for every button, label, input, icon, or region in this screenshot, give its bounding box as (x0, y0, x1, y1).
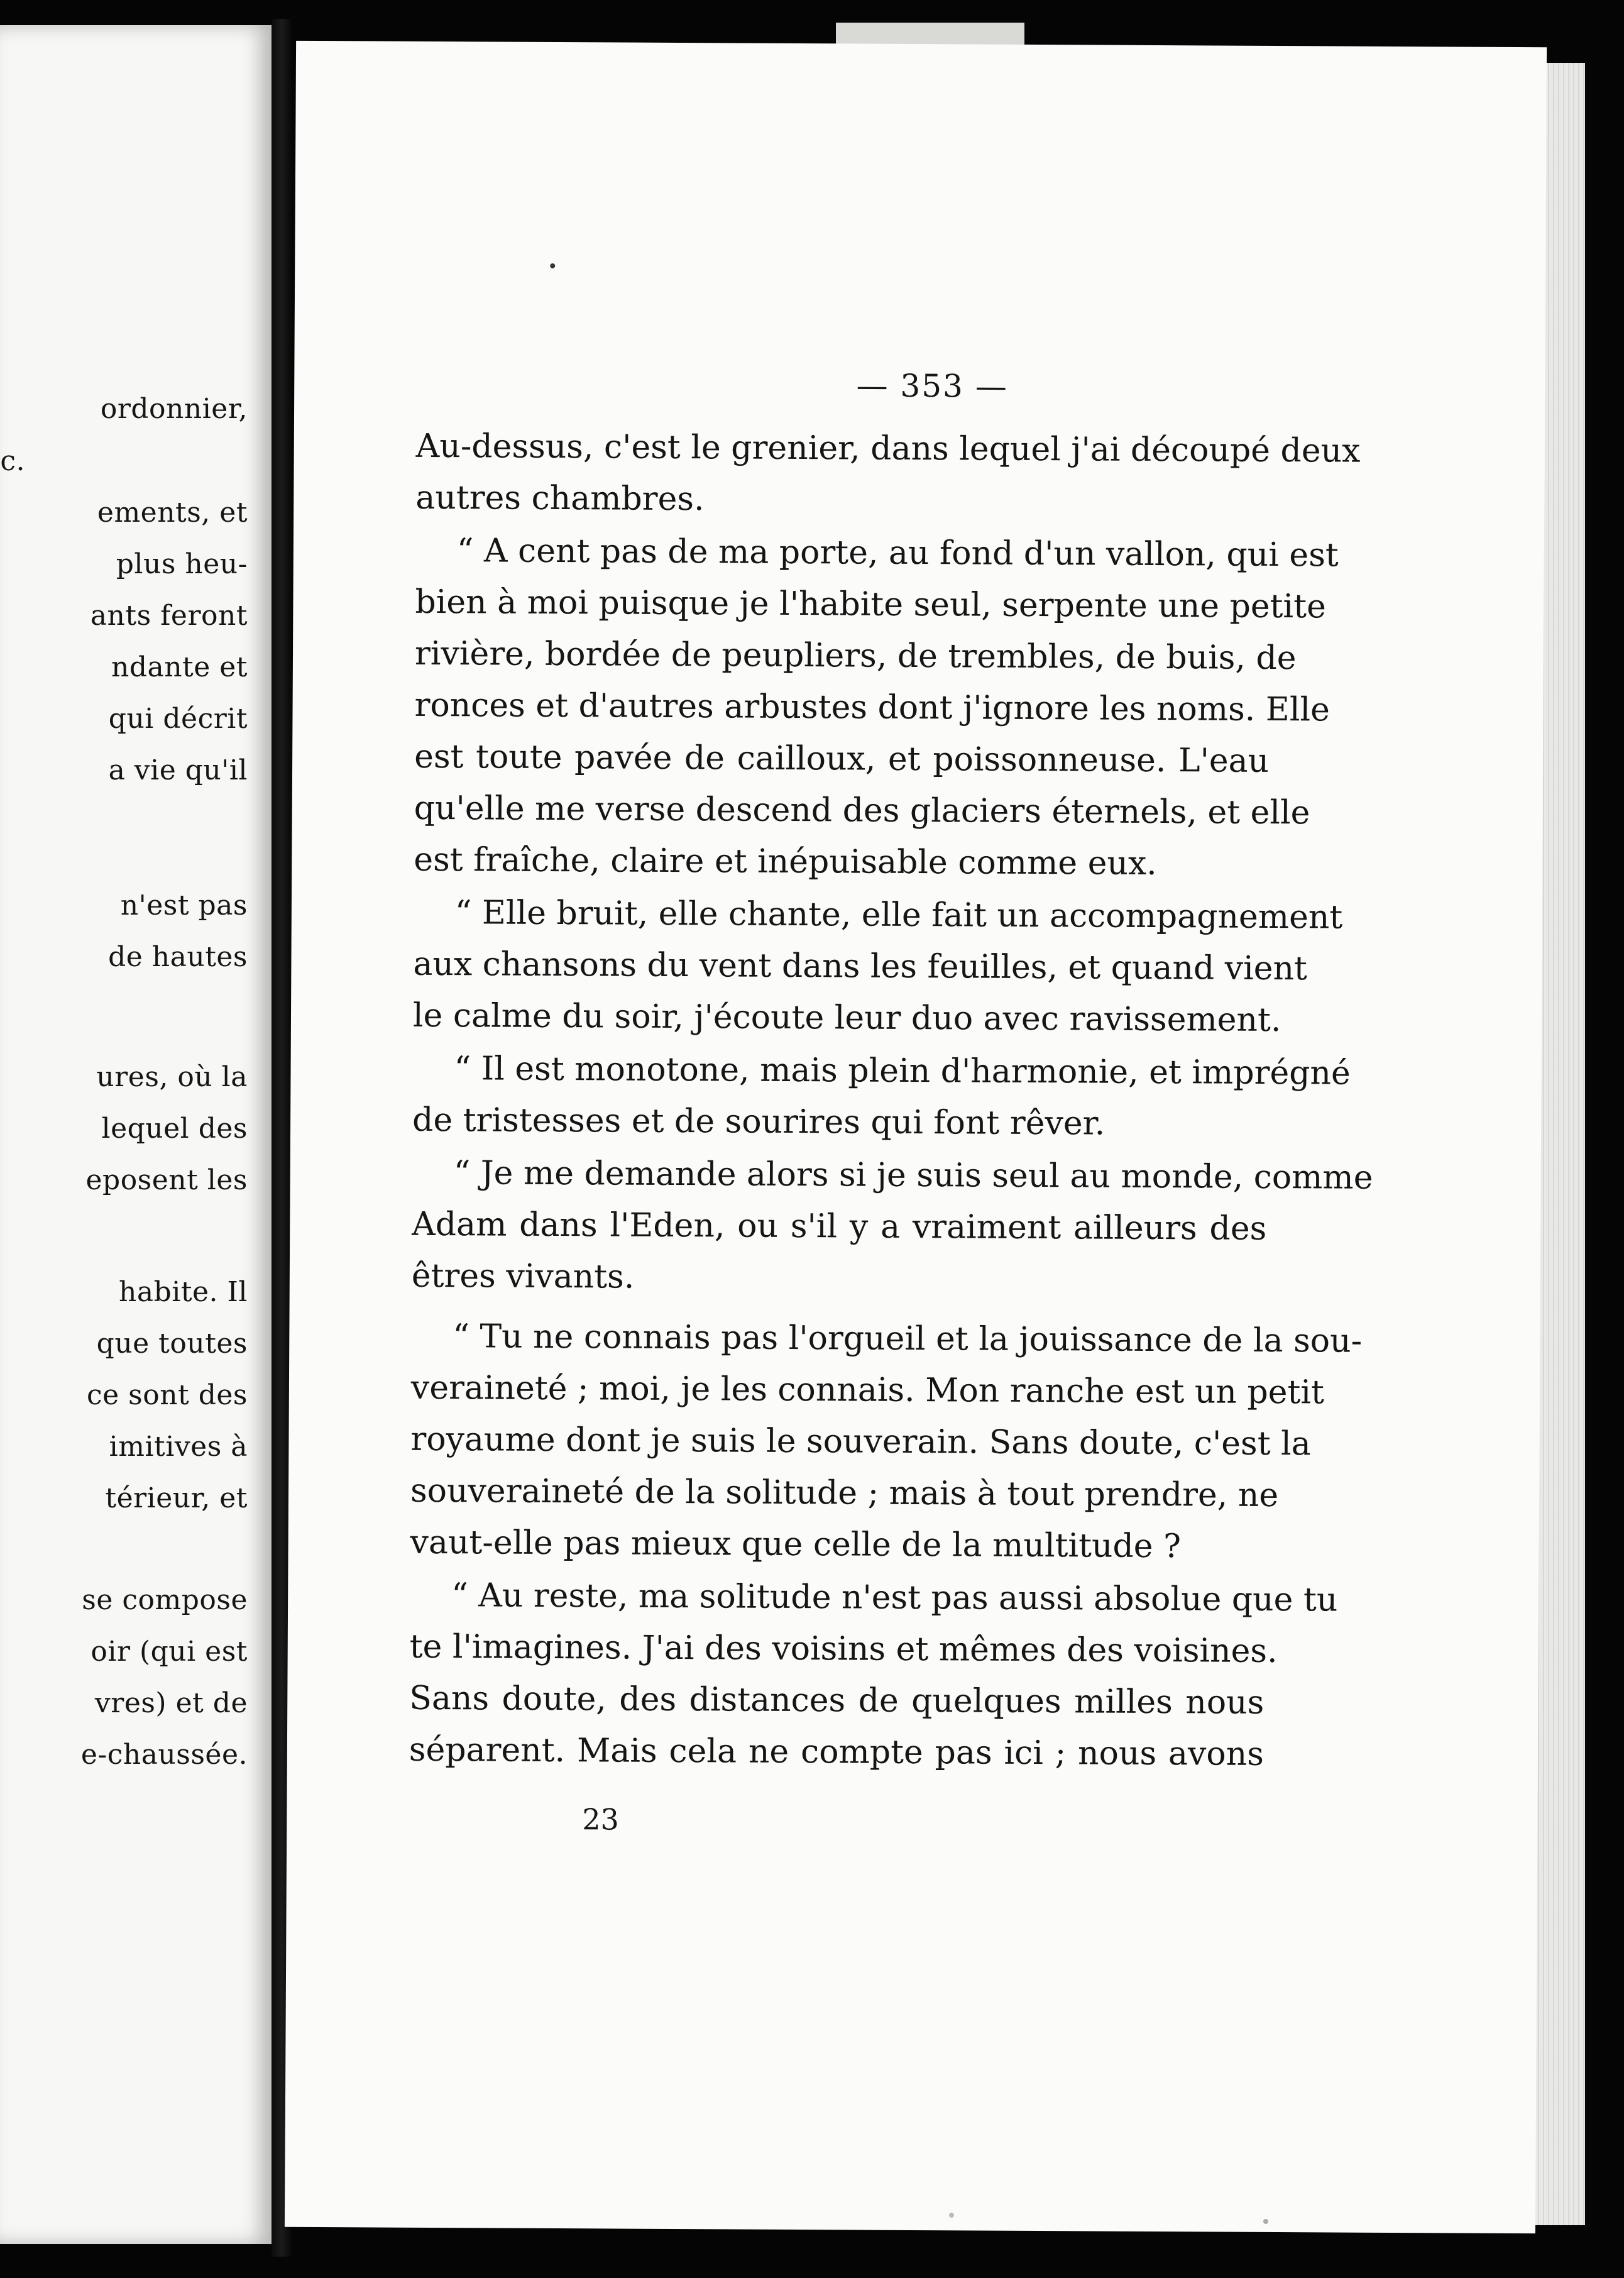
facing-page-left (0, 25, 272, 2244)
dust-speck (949, 2213, 954, 2218)
text-line: le calme du soir, j'écoute leur duo avec ravissement. (412, 996, 1281, 1040)
text-line: Au-dessus, c'est le grenier, dans lequel j'ai découpé deux (415, 427, 1361, 470)
text-line: est toute pavée de cailloux, et poissonneuse. L'eau (414, 737, 1270, 780)
left-page-line: lequel des (101, 1113, 248, 1145)
left-page-line: imitives à (109, 1431, 248, 1463)
left-page-line: ce sont des (86, 1379, 248, 1411)
left-page-line: habite. Il (119, 1276, 248, 1308)
left-page-line: térieur, et (105, 1482, 248, 1514)
text-line: êtres vivants. (411, 1257, 635, 1296)
dust-speck (1263, 2219, 1268, 2224)
dust-speck (550, 263, 555, 268)
text-line: qu'elle me verse descend des glaciers éternels, et elle (414, 789, 1310, 832)
left-page-line: ordonnier, (100, 393, 248, 425)
left-page-line: oir (qui est (91, 1636, 248, 1668)
left-page-line: a vie qu'il (108, 754, 248, 786)
text-line: “ A cent pas de ma porte, au fond d'un vallon, qui est (456, 532, 1339, 575)
left-page-line: que toutes (96, 1328, 248, 1360)
text-line: Sans doute, des distances de quelques milles nous (409, 1679, 1265, 1722)
text-line: aux chansons du vent dans les feuilles, et quand vient (413, 945, 1308, 988)
text-line: vaut-elle pas mieux que celle de la multitude ? (410, 1523, 1182, 1566)
left-page-line: n'est pas (120, 889, 248, 922)
text-line: te l'imagines. J'ai des voisins et mêmes des voisines. (409, 1627, 1278, 1671)
left-page-line: ndante et (111, 651, 248, 683)
text-line: “ Je me demande alors si je suis seul au monde, comme (453, 1154, 1373, 1197)
page-number-header: — 353 — (856, 367, 1009, 405)
left-page-line: se compose (82, 1584, 248, 1616)
left-page-line: qui décrit (108, 703, 248, 735)
text-line: veraineté ; moi, je les connais. Mon ranche est un petit (410, 1368, 1325, 1412)
left-page-line: plus heu- (116, 548, 248, 580)
left-page-line: c. (0, 445, 25, 477)
left-page-line: ants feront (90, 600, 248, 632)
text-line: de tristesses et de sourires qui font rêver. (412, 1101, 1106, 1143)
left-page-line: eposent les (85, 1164, 248, 1196)
text-line: autres chambres. (415, 478, 705, 519)
text-line: ronces et d'autres arbustes dont j'ignore les noms. Elle (414, 686, 1330, 729)
text-line: “ Au reste, ma solitude n'est pas aussi absolue que tu (451, 1576, 1338, 1619)
text-line: “ Il est monotone, mais plein d'harmonie, et imprégné (454, 1050, 1351, 1092)
text-line: souveraineté de la solitude ; mais à tout prendre, ne (410, 1472, 1279, 1515)
text-line: rivière, bordée de peupliers, de trembles, de buis, de (414, 634, 1297, 678)
left-page-line: e-chaussée. (80, 1739, 248, 1771)
left-page-line: de hautes (108, 941, 248, 973)
text-line: est fraîche, claire et inépuisable comme eux. (414, 840, 1157, 883)
book-page-right (285, 41, 1547, 2233)
text-line: séparent. Mais cela ne compte pas ici ; nous avons (409, 1731, 1265, 1773)
left-page-line: vres) et de (94, 1687, 248, 1719)
signature-mark: 23 (582, 1802, 619, 1837)
left-page-line: ures, où la (96, 1061, 248, 1093)
text-line: “ Tu ne connais pas l'orgueil et la jouissance de la sou- (453, 1318, 1363, 1360)
text-line: royaume dont je suis le souverain. Sans doute, c'est la (410, 1420, 1311, 1463)
text-line: bien à moi puisque je l'habite seul, serpente une petite (415, 583, 1326, 626)
left-page-line: ements, et (97, 497, 248, 529)
text-line: “ Elle bruit, elle chante, elle fait un accompagnement (454, 894, 1343, 937)
text-line: Adam dans l'Eden, ou s'il y a vraiment ailleurs des (412, 1205, 1267, 1248)
